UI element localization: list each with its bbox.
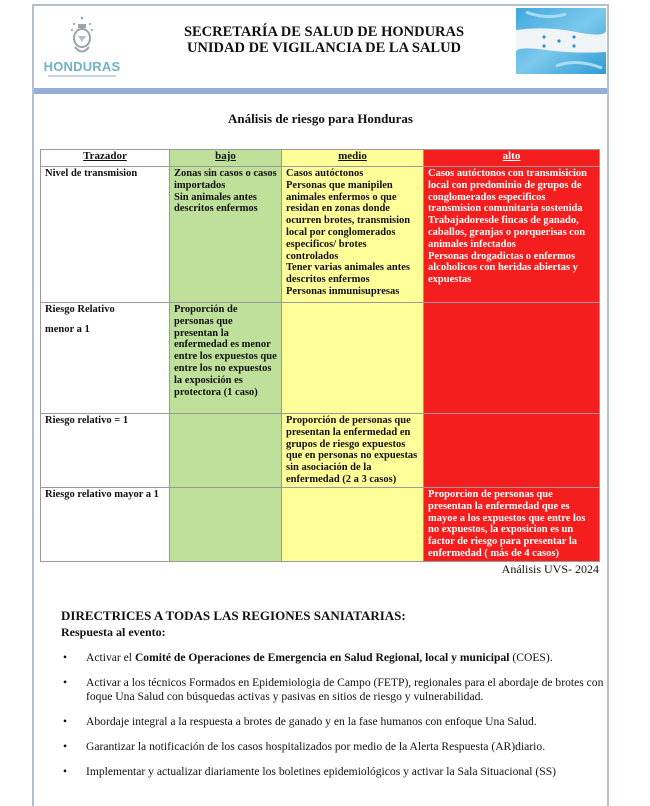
trazador-cell — [41, 488, 170, 562]
list-item — [56, 676, 606, 704]
honduras-government-logo — [42, 12, 122, 78]
column-header-alto: alto — [424, 150, 600, 167]
medio-cell — [282, 414, 424, 488]
list-item — [56, 765, 606, 779]
medio-cell — [282, 488, 424, 562]
medio-cell — [282, 303, 424, 414]
bajo-cell — [170, 488, 282, 562]
cell-text: Casos autóctonos con transmisicion local con predominio de grupos de conglomerados especificos transmision comunitaria sostenida — [428, 168, 587, 215]
trazador-label-line2: menor a 1 — [45, 323, 90, 335]
document-page — [32, 4, 609, 806]
column-header-medio: medio — [282, 150, 424, 167]
cell-text: Zonas sin casos o casos importados — [174, 168, 277, 191]
item-text: Activar el — [86, 651, 135, 664]
trazador-label: Riesgo relativo = 1 — [45, 415, 129, 426]
bajo-cell — [170, 303, 282, 414]
bajo-cell — [170, 167, 282, 303]
bullet-icon: • — [63, 740, 68, 753]
cell-text: Trabajadoresde fincas de ganado, caballos, granjas o porquerisas con animales infectados — [428, 215, 586, 250]
coat-of-arms-icon — [70, 16, 94, 58]
alto-cell — [424, 167, 600, 303]
honduras-flag-icon — [516, 8, 606, 74]
header-title-line1: SECRETARÍA DE SALUD DE HONDURAS — [183, 24, 465, 40]
table-row — [41, 167, 600, 303]
table-header-row — [41, 150, 600, 167]
trazador-label: Riesgo relativo mayor a 1 — [45, 489, 159, 500]
cell-text: Casos autóctonos — [286, 168, 364, 179]
table-row — [41, 414, 600, 488]
trazador-cell — [41, 414, 170, 488]
list-item — [56, 740, 606, 754]
page-header-title — [154, 24, 494, 56]
table-row — [41, 488, 600, 562]
column-header-bajo: bajo — [170, 150, 282, 167]
directives-list — [56, 651, 606, 790]
document-title: Análisis de riesgo para Honduras — [228, 111, 413, 126]
table-source-caption: Análisis UVS- 2024 — [501, 562, 599, 576]
column-header-trazador: Trazador — [41, 150, 170, 167]
header-divider-bar — [34, 88, 607, 94]
alto-cell — [424, 488, 600, 562]
list-item — [56, 715, 606, 729]
risk-analysis-table — [40, 149, 600, 562]
medio-cell — [282, 167, 424, 303]
directives-subheading: Respuesta al evento: — [61, 625, 166, 639]
alto-cell — [424, 303, 600, 414]
item-text-tail: (COES). — [509, 651, 553, 664]
bullet-icon: • — [63, 651, 68, 664]
cell-text: Personas inmunisupresas — [286, 285, 400, 297]
trazador-cell — [41, 167, 170, 303]
cell-text: Proporcion de personas que presentan la enfermedad que es mayoe a los expuestos que entre los no expuestos, la exposicion es un factor de riesgo para presentar la enfermedad ( más de 4 casos) — [428, 489, 586, 559]
item-text: Abordaje integral a la respuesta a brotes de ganado y en la fase humanos con enfoque Una Salud. — [86, 715, 537, 728]
bullet-icon: • — [63, 676, 68, 689]
trazador-cell — [41, 303, 170, 414]
cell-text: Personas que manipilen animales enfermos o que residan en zonas donde ocurren brotes, transmision local por conglomerados especificos/ brotes controlados — [286, 179, 411, 262]
table-row — [41, 303, 600, 414]
item-text: Garantizar la notificación de los casos hospitalizados por medio de la Alerta Respuesta (AR)diario. — [86, 740, 546, 753]
cell-text: Personas drogadictas o enfermos alcoholicos con heridas abiertas y expuestas — [428, 250, 578, 286]
bajo-cell — [170, 414, 282, 488]
bullet-icon: • — [63, 715, 68, 728]
bullet-icon: • — [63, 765, 68, 778]
cell-text: Sin animales antes descritos enfermos — [174, 191, 258, 215]
cell-text: Proporción de personas que presentan la enfermedad en grupos de riesgo expuestos que en personas no expuestas sin asociación de la enfermedad (2 a 3 casos) — [286, 415, 418, 485]
item-text: Activar a los técnicos Formados en Epidemiologia de Campo (FETP), regionales para el abordaje de brotes con foque Una Salud con búsquedas activas y pasivas en sitios de riesgo y vulnerabilidad. — [86, 676, 604, 703]
item-text: Implementar y actualizar diariamente los boletines epidemiológicos y activar la Sala Situacional (SS) — [86, 765, 557, 778]
list-item — [56, 651, 606, 665]
logo-text: HONDURAS — [43, 59, 121, 74]
trazador-label: Nivel de transmision — [45, 168, 138, 179]
item-text-bold: Comité de Operaciones de Emergencia en Salud Regional, local y municipal — [134, 651, 510, 664]
header-title-line2: UNIDAD DE VIGILANCIA DE LA SALUD — [186, 40, 462, 56]
directives-heading: DIRECTRICES A TODAS LAS REGIONES SANIATARIAS: — [61, 608, 406, 623]
alto-cell — [424, 414, 600, 488]
logo-subtitle — [48, 75, 116, 77]
cell-text: Proporción de personas que presentan la enfermedad es menor entre los expuestos que entre los no expuestos la exposición es protectora (1 caso) — [174, 304, 277, 398]
trazador-label: Riesgo Relativo — [45, 304, 115, 315]
cell-text: Tener varias animales antes descritos enfermos — [286, 262, 410, 286]
